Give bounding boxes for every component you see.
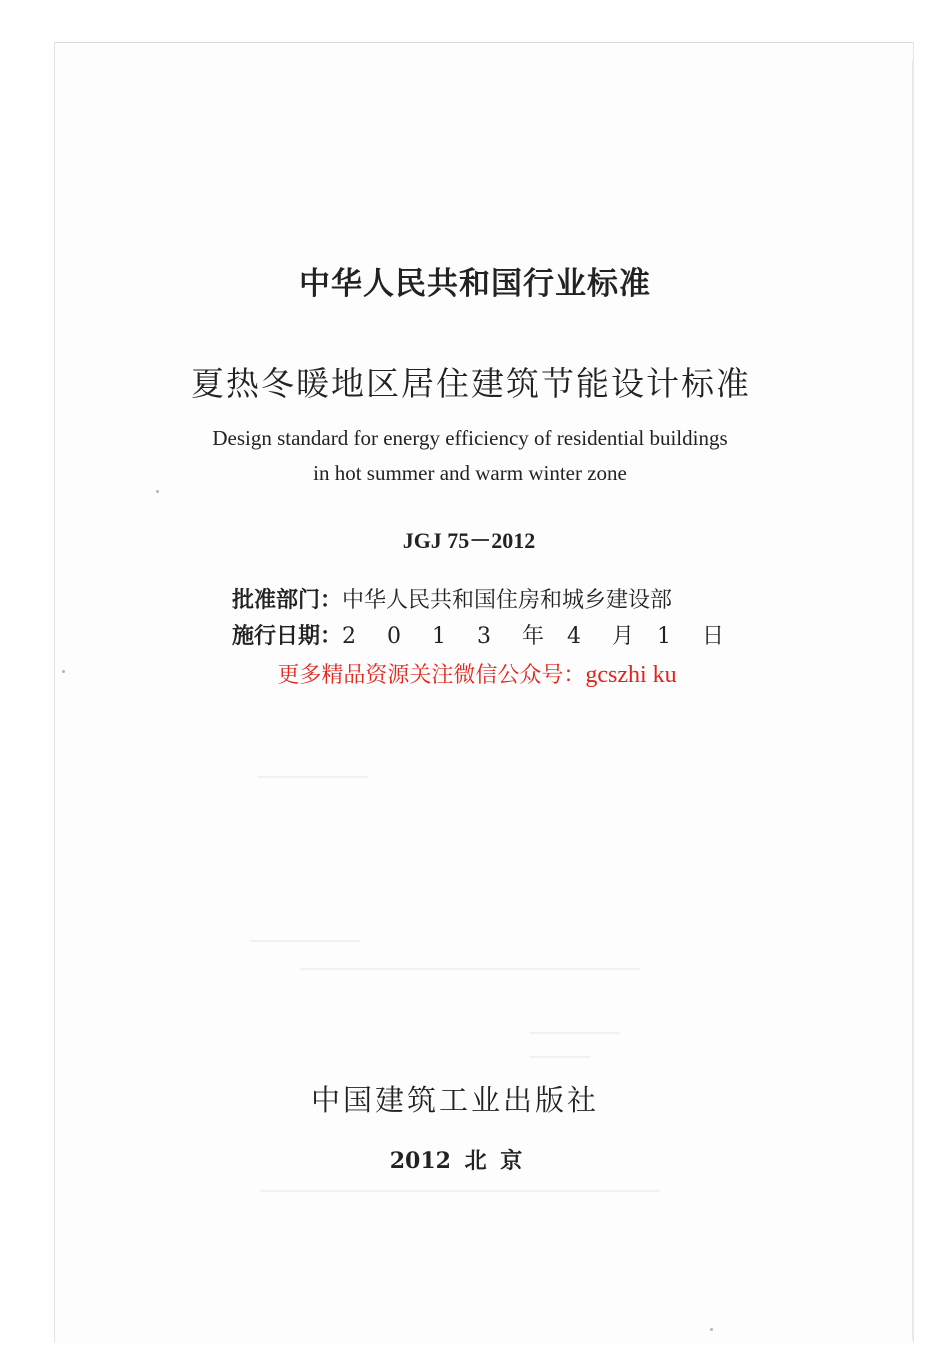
date-char: 4	[567, 624, 582, 649]
date-char: 月	[612, 624, 635, 649]
promo-text: 更多精品资源关注微信公众号：	[277, 663, 586, 688]
effective-date-label: 施行日期：	[232, 624, 343, 649]
effective-date-row	[232, 619, 724, 650]
publisher-name: 中国建筑工业出版社	[310, 1083, 599, 1117]
page-edge	[912, 60, 914, 1340]
approval-label: 批准部门：	[232, 588, 343, 613]
industry-standard-heading: 中华人民共和国行业标准	[299, 266, 651, 302]
show-through-mark	[530, 1056, 590, 1058]
document-title-english-line1: Design standard for energy efficiency of residential buildings	[212, 426, 728, 450]
approval-value: 中华人民共和国住房和城乡建设部	[342, 588, 673, 613]
date-char: 年	[522, 624, 545, 649]
date-char: 0	[387, 624, 402, 649]
show-through-mark	[258, 776, 368, 778]
date-char: 1	[432, 624, 447, 649]
dust-speck	[156, 490, 159, 493]
publication-year-place: 2012 北 京	[389, 1148, 523, 1174]
show-through-mark	[250, 940, 360, 942]
standard-code: JGJ 75－2012	[402, 528, 536, 553]
show-through-mark	[530, 1032, 620, 1034]
dust-speck	[710, 1328, 713, 1331]
promo-account-code: gcszhi ku	[585, 662, 677, 688]
date-char: 日	[702, 624, 725, 649]
approval-department-row	[232, 583, 672, 614]
promo-watermark-line	[0, 658, 950, 689]
date-char: 2	[342, 624, 357, 649]
show-through-mark	[300, 968, 640, 970]
date-char: 1	[657, 624, 672, 649]
document-title-english-line2: in hot summer and warm winter zone	[313, 461, 627, 485]
show-through-mark	[260, 1190, 660, 1192]
date-char: 3	[477, 624, 492, 649]
document-title-chinese: 夏热冬暖地区居住建筑节能设计标准	[191, 364, 751, 403]
